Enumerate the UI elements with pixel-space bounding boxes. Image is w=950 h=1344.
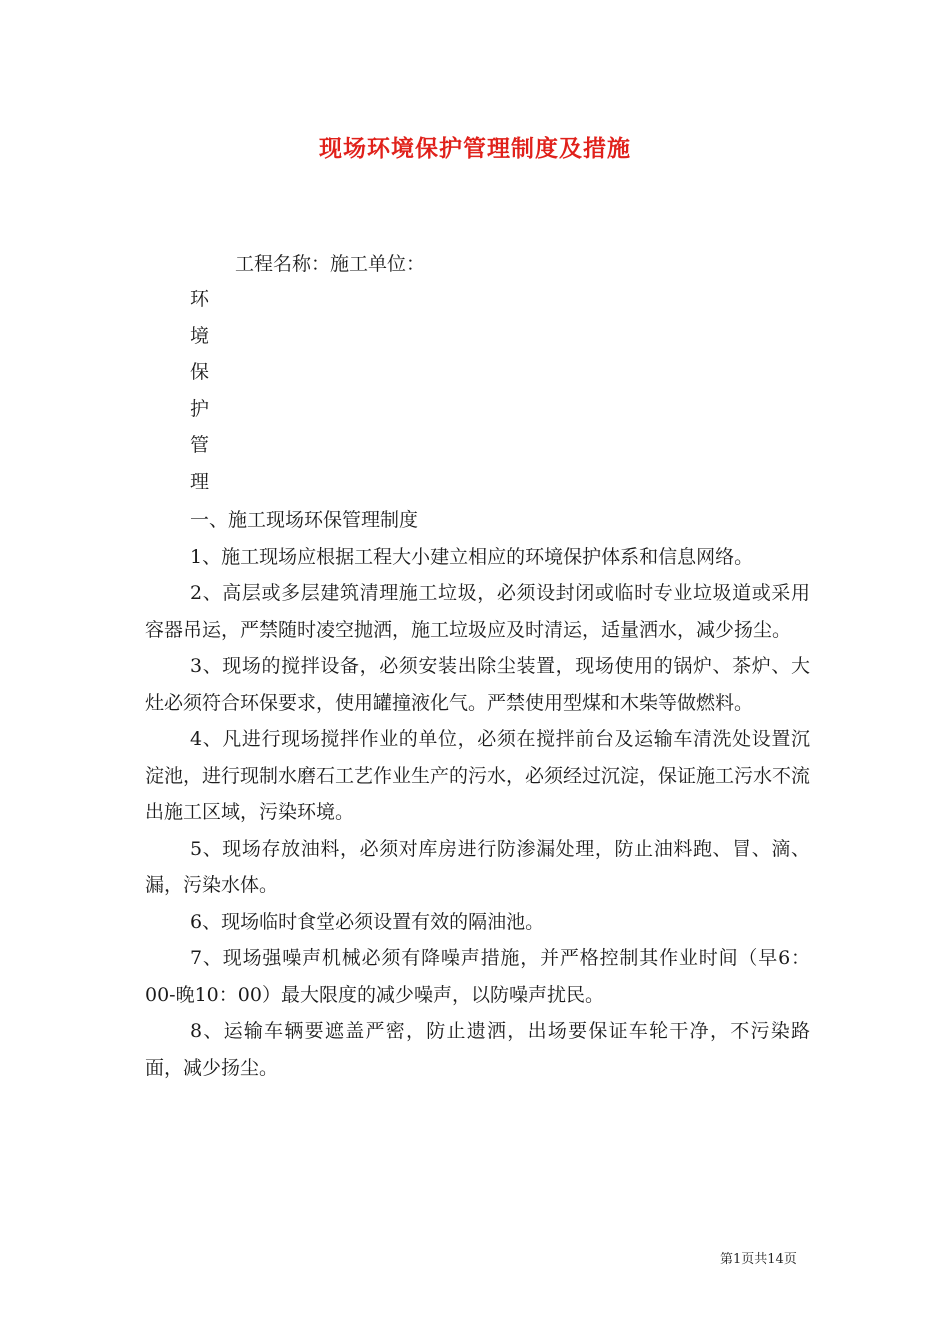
- vertical-char: 理: [190, 470, 210, 493]
- paragraph: 8、运输车辆要遮盖严密，防止遗洒，出场要保证车轮干净，不污染路面，减少扬尘。: [145, 1020, 810, 1079]
- project-info-line: 工程名称：施工单位：: [235, 253, 426, 275]
- paragraph: 4、凡进行现场搅拌作业的单位，必须在搅拌前台及运输车清洗处设置沉淀池，进行现制水磨石工艺作业生产的污水，必须经过沉淀，保证施工污水不流出施工区域，污染环境。: [145, 728, 811, 823]
- paragraph: 1、施工现场应根据工程大小建立相应的环境保护体系和信息网络。: [190, 545, 754, 568]
- vertical-heading: [190, 285, 220, 504]
- vertical-char: 环: [190, 288, 210, 310]
- paragraph: 2、高层或多层建筑清理施工垃圾，必须设封闭或临时专业垃圾道或采用容器吊运，严禁随时凌空抛洒，施工垃圾应及时清运，适量洒水，减少扬尘。: [145, 582, 810, 641]
- vertical-char: 管: [190, 434, 210, 456]
- page-number-footer: 第1页共14页: [720, 1252, 797, 1267]
- vertical-char: 保: [190, 361, 210, 383]
- paragraph: 5、现场存放油料，必须对库房进行防渗漏处理，防止油料跑、冒、滴、漏，污染水体。: [145, 837, 810, 896]
- document-title: 现场环境保护管理制度及措施: [319, 135, 631, 162]
- vertical-char: 护: [190, 397, 210, 420]
- paragraph: 7、现场强噪声机械必须有降噪声措施，并严格控制其作业时间（早6：00-晚10：00）最大限度的减少噪声，以防噪声扰民。: [145, 947, 810, 1006]
- paragraph: 3、现场的搅拌设备，必须安装出除尘装置，现场使用的锅炉、茶炉、大灶必须符合环保要求，使用罐撞液化气。严禁使用型煤和木柴等做燃料。: [145, 655, 810, 714]
- body-text: [145, 502, 810, 1086]
- vertical-char: 境: [190, 324, 210, 347]
- paragraph: 6、现场临时食堂必须设置有效的隔油池。: [190, 910, 545, 933]
- section-heading: 一、施工现场环保管理制度: [190, 509, 419, 531]
